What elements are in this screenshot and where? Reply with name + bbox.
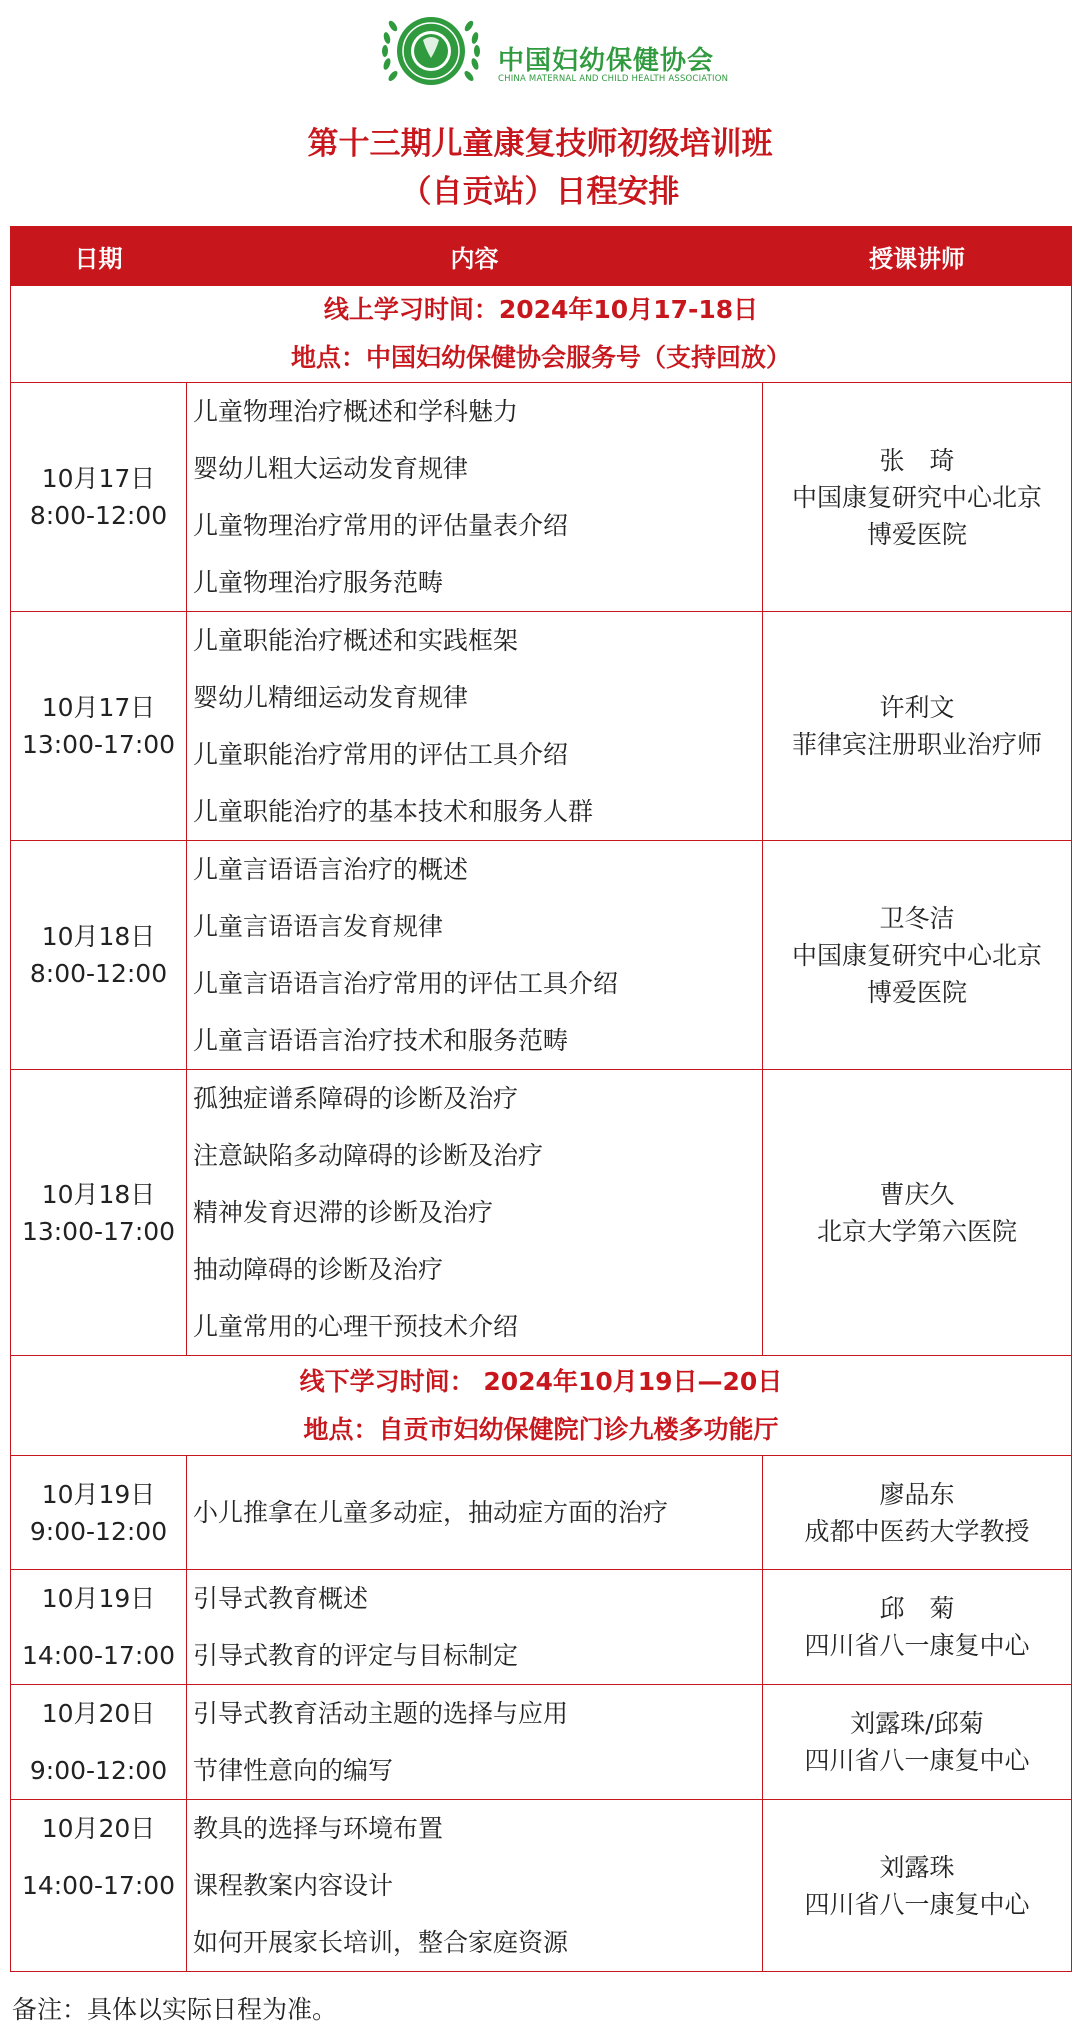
list-item: 孤独症谱系障碍的诊断及治疗	[193, 1084, 519, 1113]
session-teacher	[763, 383, 1072, 612]
session-content	[187, 1070, 763, 1356]
date-text: 10月19日	[41, 1479, 156, 1509]
list-item: 课程教案内容设计	[193, 1871, 394, 1900]
list-item: 儿童物理治疗常用的评估量表介绍	[193, 511, 569, 540]
session-teacher	[763, 1070, 1072, 1356]
date-text: 10月18日	[41, 922, 156, 951]
time-text: 9:00-12:00	[29, 1756, 168, 1785]
column-header-content: 内容	[187, 227, 763, 286]
teacher-name: 邱 菊	[879, 1594, 955, 1623]
table-row	[11, 612, 1072, 841]
list-item: 引导式教育活动主题的选择与应用	[193, 1699, 569, 1728]
list-item: 儿童言语语言治疗技术和服务范畴	[193, 1026, 569, 1055]
teacher-affiliation: 博爱医院	[866, 977, 967, 1007]
page-title-line1: 第十三期儿童康复技师初级培训班	[307, 126, 773, 162]
teacher-affiliation: 北京大学第六医院	[816, 1216, 1017, 1246]
session-teacher	[763, 1570, 1072, 1685]
date-text: 10月19日	[41, 1584, 156, 1613]
list-item: 引导式教育概述	[193, 1584, 369, 1613]
table-row	[11, 1070, 1072, 1356]
list-item: 儿童言语语言发育规律	[193, 912, 444, 941]
logo-chinese-name: 中国妇幼保健协会	[498, 46, 715, 76]
list-item: 注意缺陷多动障碍的诊断及治疗	[193, 1141, 544, 1170]
table-row	[11, 1570, 1072, 1685]
teacher-name: 刘露珠	[879, 1852, 955, 1882]
online-section-info	[11, 286, 1072, 383]
session-teacher	[763, 1456, 1072, 1570]
date-text: 10月18日	[41, 1179, 156, 1209]
online-study-time: 线上学习时间：2024年10月17-18日	[323, 295, 759, 324]
session-teacher	[763, 841, 1072, 1070]
table-row	[11, 1456, 1072, 1570]
cmcha-emblem-icon	[373, 6, 489, 98]
online-location: 地点：中国妇幼保健协会服务号（支持回放）	[290, 343, 791, 372]
session-date	[11, 1800, 187, 1972]
session-teacher	[763, 1685, 1072, 1800]
teacher-affiliation: 中国康复研究中心北京	[791, 482, 1042, 512]
offline-study-time: 线下学习时间： 2024年10月19日—20日	[299, 1366, 783, 1396]
table-header-row	[11, 227, 1072, 286]
teacher-name: 廖品东	[879, 1479, 955, 1509]
schedule-table	[10, 226, 1072, 1972]
list-item: 教具的选择与环境布置	[193, 1814, 444, 1843]
document-header	[0, 0, 1080, 226]
table-row	[11, 841, 1072, 1070]
teacher-affiliation: 四川省八一康复中心	[804, 1631, 1030, 1660]
session-content	[187, 1456, 763, 1570]
list-item: 儿童言语语言治疗常用的评估工具介绍	[193, 969, 619, 998]
table-row	[11, 1685, 1072, 1800]
date-text: 10月20日	[41, 1814, 156, 1843]
offline-section-row	[11, 1356, 1072, 1456]
list-item: 儿童职能治疗的基本技术和服务人群	[193, 797, 594, 826]
list-item: 儿童职能治疗概述和实践框架	[193, 626, 519, 655]
list-item: 婴幼儿粗大运动发育规律	[193, 454, 469, 483]
session-date	[11, 1070, 187, 1356]
teacher-affiliation: 菲律宾注册职业治疗师	[791, 730, 1042, 759]
teacher-name: 许利文	[879, 693, 955, 722]
session-content	[187, 1570, 763, 1685]
session-content	[187, 841, 763, 1070]
online-section-row	[11, 286, 1072, 383]
table-row	[11, 383, 1072, 612]
session-date	[11, 1685, 187, 1800]
teacher-name: 卫冬洁	[879, 903, 955, 933]
teacher-name: 张 琦	[879, 445, 955, 475]
session-content	[187, 612, 763, 841]
list-item: 小儿推拿在儿童多动症，抽动症方面的治疗	[193, 1498, 669, 1527]
footnote: 备注：具体以实际日程为准。	[12, 1995, 338, 2024]
session-teacher	[763, 612, 1072, 841]
session-content	[187, 1685, 763, 1800]
list-item: 儿童物理治疗概述和学科魅力	[193, 397, 519, 426]
list-item: 节律性意向的编写	[193, 1756, 394, 1785]
time-text: 13:00-17:00	[21, 730, 176, 759]
offline-section-info	[11, 1356, 1072, 1456]
session-teacher	[763, 1800, 1072, 1972]
list-item: 儿童常用的心理干预技术介绍	[193, 1312, 519, 1341]
teacher-affiliation: 博爱医院	[866, 519, 967, 549]
session-content	[187, 383, 763, 612]
time-text: 13:00-17:00	[21, 1216, 176, 1246]
list-item: 精神发育迟滞的诊断及治疗	[193, 1198, 494, 1227]
session-content	[187, 1800, 763, 1972]
teacher-name: 曹庆久	[879, 1179, 955, 1209]
column-header-date: 日期	[11, 227, 187, 286]
list-item: 婴幼儿精细运动发育规律	[193, 683, 469, 712]
time-text: 8:00-12:00	[29, 501, 168, 530]
session-date	[11, 1456, 187, 1570]
logo-english-name: CHINA MATERNAL AND CHILD HEALTH ASSOCIATION	[498, 74, 729, 84]
association-logo	[373, 6, 733, 98]
table-row	[11, 1800, 1072, 1972]
date-text: 10月17日	[41, 693, 156, 722]
page-title-line2: （自贡站）日程安排	[400, 174, 680, 210]
time-text: 9:00-12:00	[29, 1516, 168, 1546]
column-header-teacher: 授课讲师	[763, 227, 1072, 286]
list-item: 如何开展家长培训，整合家庭资源	[193, 1928, 569, 1957]
list-item: 儿童物理治疗服务范畴	[193, 568, 444, 597]
time-text: 14:00-17:00	[21, 1641, 176, 1670]
list-item: 引导式教育的评定与目标制定	[193, 1641, 519, 1670]
teacher-affiliation: 四川省八一康复中心	[804, 1746, 1030, 1775]
date-text: 10月17日	[41, 464, 156, 493]
time-text: 8:00-12:00	[29, 959, 168, 988]
session-date	[11, 383, 187, 612]
list-item: 儿童职能治疗常用的评估工具介绍	[193, 740, 569, 769]
teacher-affiliation: 成都中医药大学教授	[804, 1516, 1030, 1546]
time-text: 14:00-17:00	[21, 1871, 176, 1900]
date-text: 10月20日	[41, 1699, 156, 1728]
teacher-affiliation: 四川省八一康复中心	[804, 1889, 1030, 1919]
offline-location: 地点：自贡市妇幼保健院门诊九楼多功能厅	[303, 1414, 779, 1444]
teacher-affiliation: 中国康复研究中心北京	[791, 940, 1042, 970]
list-item: 儿童言语语言治疗的概述	[193, 855, 469, 884]
session-date	[11, 841, 187, 1070]
session-date	[11, 1570, 187, 1685]
session-date	[11, 612, 187, 841]
teacher-name: 刘露珠/邱菊	[850, 1709, 984, 1738]
list-item: 抽动障碍的诊断及治疗	[193, 1255, 444, 1284]
